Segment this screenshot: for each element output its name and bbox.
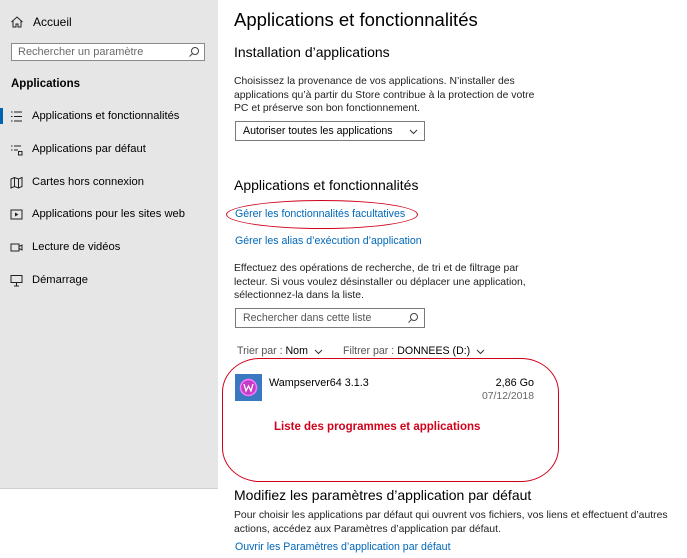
settings-sidebar xyxy=(0,0,218,557)
list-icon xyxy=(10,110,23,123)
sort-by-label: Trier par : xyxy=(237,345,283,357)
home-icon xyxy=(10,15,24,29)
page-title: Applications et fonctionnalités xyxy=(234,9,478,30)
web-apps-icon xyxy=(10,208,23,221)
sidebar-bottom-area xyxy=(0,488,218,558)
chevron-down-icon xyxy=(409,127,418,136)
chevron-down-icon xyxy=(314,347,323,356)
app-list-search-input[interactable] xyxy=(235,308,425,328)
sidebar-item-label: Cartes hors connexion xyxy=(32,176,144,188)
startup-icon xyxy=(10,274,23,287)
default-apps-section-heading: Modifiez les paramètres d’application par défaut xyxy=(234,487,532,503)
open-default-apps-link[interactable]: Ouvrir les Paramètres d’application par défaut xyxy=(235,541,451,553)
home-label: Accueil xyxy=(33,15,72,29)
filter-by-value: DONNEES (D:) xyxy=(397,345,471,357)
search-icon[interactable] xyxy=(188,46,200,58)
sidebar-item-apps-features[interactable] xyxy=(10,106,179,126)
install-section-heading: Installation d’applications xyxy=(234,44,390,60)
annotation-ellipse-link xyxy=(226,200,418,229)
sidebar-item-video-playback[interactable] xyxy=(10,237,120,257)
sort-by-control[interactable] xyxy=(237,345,323,357)
sidebar-item-default-apps[interactable] xyxy=(10,139,146,159)
map-icon xyxy=(10,176,23,189)
sidebar-item-offline-maps[interactable] xyxy=(10,172,144,192)
default-apps-description: Pour choisir les applications par défaut qui ouvrent vos fichiers, vos liens et effectuent d’autres actions, accédez aux Paramètres d’application par défaut. xyxy=(234,510,668,535)
filter-by-control[interactable] xyxy=(343,345,485,357)
install-source-dropdown[interactable] xyxy=(235,121,425,141)
sidebar-item-label: Lecture de vidéos xyxy=(32,241,121,253)
app-size: 2,86 Go xyxy=(495,377,534,389)
install-source-value: Autoriser toutes les applications xyxy=(243,125,393,137)
filter-by-label: Filtrer par : xyxy=(343,345,395,357)
app-name: Wampserver64 3.1.3 xyxy=(269,377,369,389)
chevron-down-icon xyxy=(476,347,485,356)
sidebar-item-label: Démarrage xyxy=(32,274,88,286)
settings-search-placeholder: Rechercher un paramètre xyxy=(18,46,144,58)
sidebar-section-heading: Applications xyxy=(11,78,81,90)
optional-features-link[interactable]: Gérer les fonctionnalités facultatives xyxy=(235,208,406,220)
default-apps-icon xyxy=(10,143,23,156)
sidebar-item-label: Applications par défaut xyxy=(32,143,146,155)
search-sort-description: Effectuez des opérations de recherche, de tri et de filtrage par lecteur. Si vous voulez désinstaller ou déplacer une application, sélectionnez-la dans la liste. xyxy=(234,263,526,301)
sidebar-item-label: Applications et fonctionnalités xyxy=(32,110,180,122)
sidebar-item-label: Applications pour les sites web xyxy=(32,208,185,220)
install-description: Choisissez la provenance de vos applications. N’installer des applications qu’à partir du Store contribue à la protection de votre PC et préserve son bon fonctionnement. xyxy=(234,76,535,114)
app-aliases-link[interactable]: Gérer les alias d’exécution d’application xyxy=(235,235,422,247)
annotation-ellipse-list xyxy=(222,358,559,482)
search-icon[interactable] xyxy=(407,312,419,324)
home-nav-item[interactable] xyxy=(10,12,72,32)
sidebar-item-web-apps[interactable] xyxy=(10,204,185,224)
sidebar-item-startup[interactable] xyxy=(10,270,88,290)
annotation-label: Liste des programmes et applications xyxy=(274,421,481,433)
app-list-search-placeholder: Rechercher dans cette liste xyxy=(243,312,372,324)
sort-by-value: Nom xyxy=(285,345,308,357)
video-icon xyxy=(10,241,23,254)
settings-search-input[interactable] xyxy=(11,43,205,61)
features-section-heading: Applications et fonctionnalités xyxy=(234,177,419,193)
app-install-date: 07/12/2018 xyxy=(481,391,534,402)
